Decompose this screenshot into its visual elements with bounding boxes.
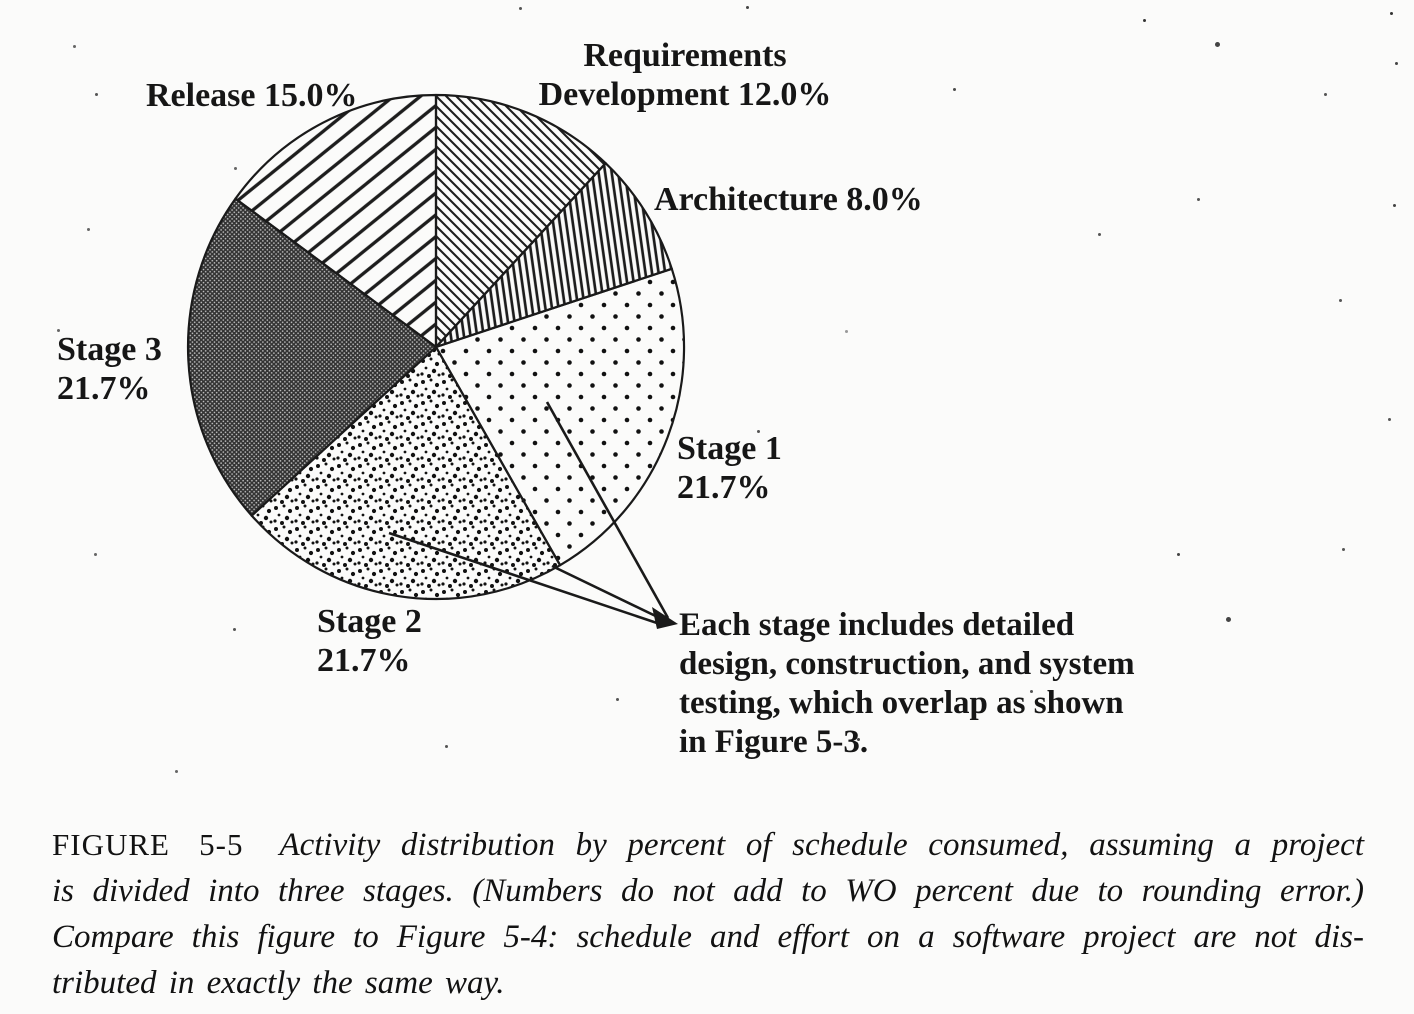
label-stage2 xyxy=(317,602,422,680)
label-requirements-development xyxy=(505,36,865,114)
annotation-line2: design, construction, and system xyxy=(679,646,1135,682)
figure-caption xyxy=(52,822,1364,1006)
label-stage3-name: Stage 3 xyxy=(57,331,162,368)
caption-line2: is divided into three stages. (Numbers do not add to WO percent due to rounding error.) xyxy=(52,873,1364,909)
scan-noise xyxy=(0,0,3,3)
label-architecture: Architecture 8.0% xyxy=(654,181,923,218)
label-release: Release 15.0% xyxy=(146,77,358,114)
annotation-note xyxy=(679,606,1135,762)
label-stage3-value: 21.7% xyxy=(57,370,151,407)
annotation-line4: in Figure 5-3. xyxy=(679,724,869,760)
figure-number: FIGURE 5-5 xyxy=(52,827,244,862)
label-stage2-value: 21.7% xyxy=(317,642,411,679)
label-stage2-name: Stage 2 xyxy=(317,603,422,640)
caption-line3: Compare this figure to Figure 5-4: schedule and effort on a software project are not dis- xyxy=(52,919,1364,955)
label-stage1-name: Stage 1 xyxy=(677,430,782,467)
label-requirements-line1: Requirements xyxy=(583,37,787,74)
pie-slices xyxy=(188,95,684,599)
annotation-line3: testing, which overlap as shown xyxy=(679,685,1124,721)
label-stage1-value: 21.7% xyxy=(677,469,771,506)
caption-line1-text: Activity distribution by percent of schedule consumed, assuming a project xyxy=(279,827,1364,863)
caption-line1 xyxy=(52,822,1364,868)
label-stage1 xyxy=(677,429,782,507)
caption-line4: tributed in exactly the same way. xyxy=(52,965,505,1001)
annotation-line1: Each stage includes detailed xyxy=(679,607,1075,643)
label-requirements-line2: Development 12.0% xyxy=(538,76,832,113)
label-stage3 xyxy=(57,330,162,408)
